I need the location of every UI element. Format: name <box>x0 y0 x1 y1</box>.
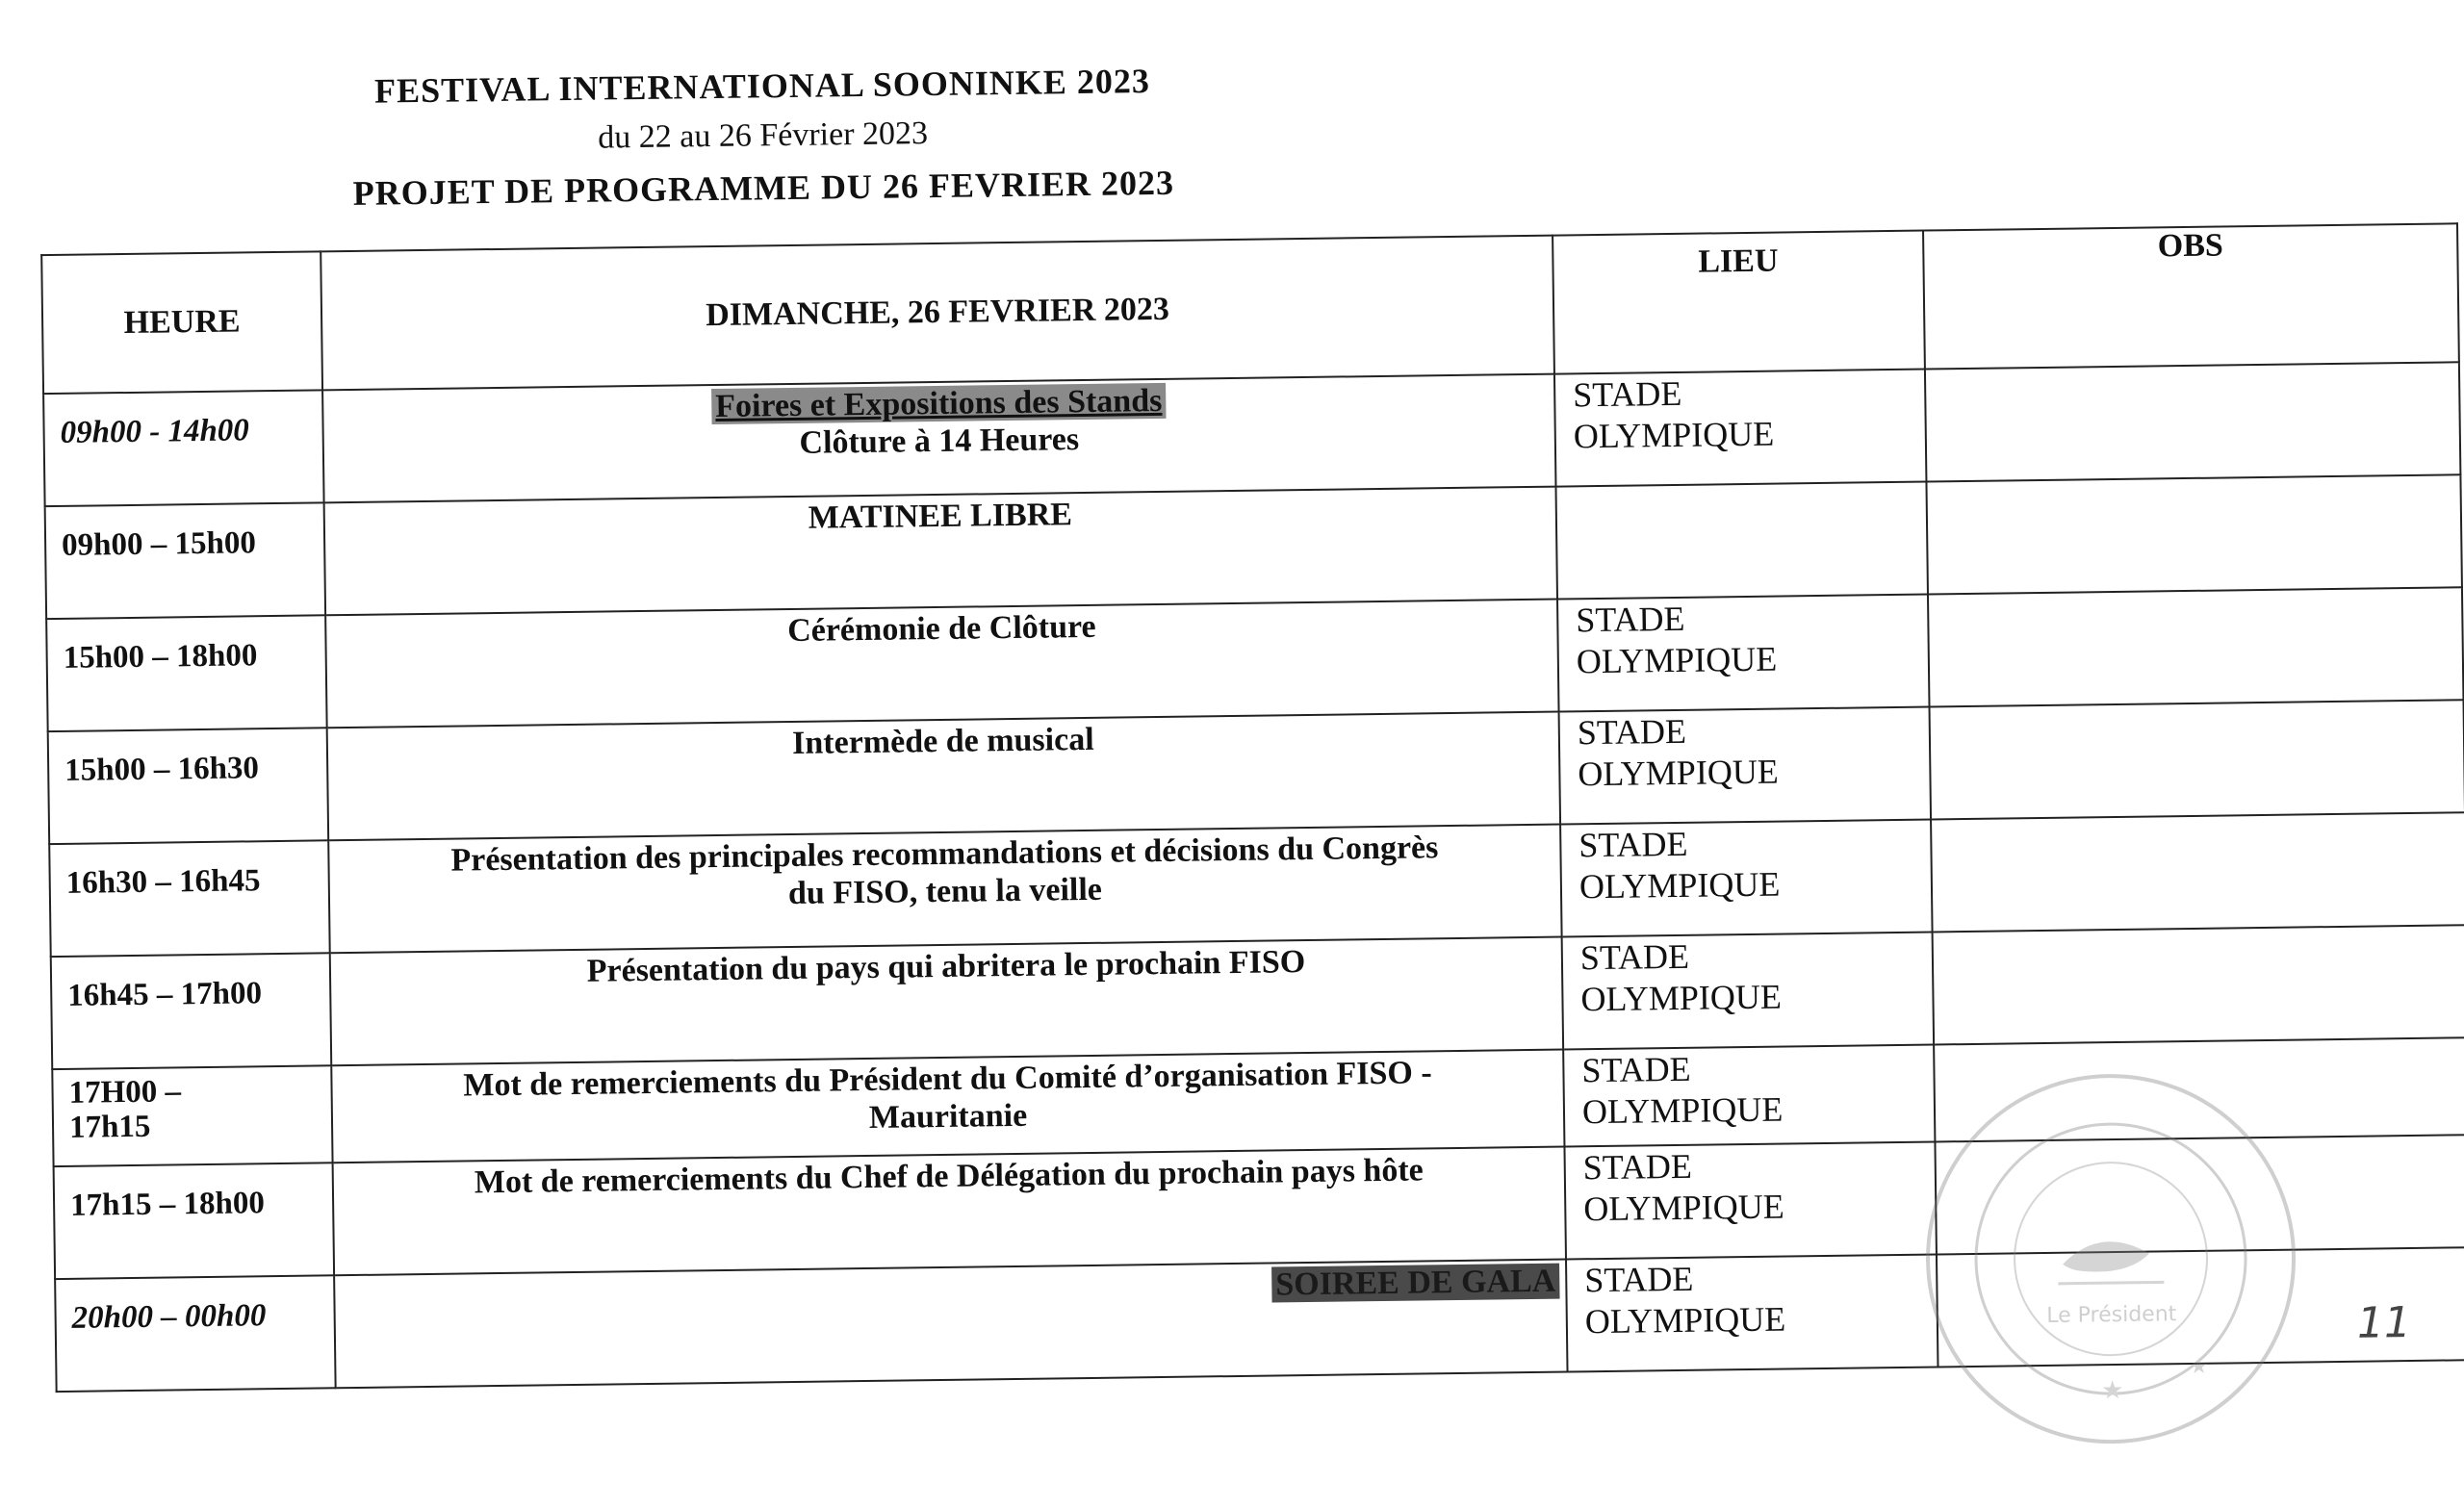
col-header-activity: DIMANCHE, 26 FEVRIER 2023 <box>321 236 1554 391</box>
lieu-line2: OLYMPIQUE <box>1578 864 1781 907</box>
official-stamp <box>1915 1064 2305 1454</box>
activity-line2: Clôture à 14 Heures <box>799 422 1080 461</box>
row-activity <box>334 1260 1567 1389</box>
row-heure: 15h00 – 16h30 <box>48 728 329 844</box>
row-lieu <box>1563 1044 1935 1146</box>
lieu-line2: OLYMPIQUE <box>1578 752 1780 794</box>
row-obs <box>1933 925 2464 1044</box>
row-lieu <box>1555 482 1927 600</box>
row-heure <box>52 1065 332 1166</box>
lieu-line1: STADE <box>1582 1146 1693 1188</box>
row-heure: 16h30 – 16h45 <box>49 840 330 957</box>
row-lieu <box>1564 1141 1936 1259</box>
lieu-line2: OLYMPIQUE <box>1573 414 1775 456</box>
row-lieu <box>1566 1254 1938 1371</box>
highlighted-activity: SOIREE DE GALA <box>1271 1264 1559 1303</box>
stamp-star-icon: ★ <box>2100 1375 2124 1405</box>
row-lieu <box>1554 370 1926 487</box>
festival-title: FESTIVAL INTERNATIONAL SOONINKE 2023 <box>373 62 1151 111</box>
row-activity: Mot de remerciements du Chef de Délégation du prochain pays hôte <box>333 1147 1566 1276</box>
col-header-lieu: LIEU <box>1553 231 1925 374</box>
lieu-line1: STADE <box>1576 599 1685 640</box>
stamp-star-icon: ★ <box>2189 1353 2209 1379</box>
lieu-line2: OLYMPIQUE <box>1580 977 1783 1019</box>
page-number: 11 <box>2356 1298 2412 1348</box>
lieu-line2: OLYMPIQUE <box>1584 1299 1786 1342</box>
row-activity: Présentation du pays qui abritera le prochain FISO <box>330 937 1563 1066</box>
col-header-heure: HEURE <box>41 251 322 394</box>
row-activity: Cérémonie de Clôture <box>325 600 1558 728</box>
row-heure: 09h00 – 15h00 <box>45 502 326 619</box>
row-activity: MATINEE LIBRE <box>324 487 1557 616</box>
row-heure: 20h00 – 00h00 <box>55 1275 336 1392</box>
lieu-line1: STADE <box>1581 1049 1691 1090</box>
row-obs <box>1930 700 2464 819</box>
row-lieu <box>1560 820 1932 937</box>
row-activity: Intermède de musical <box>327 712 1560 841</box>
lieu-line1: STADE <box>1578 824 1688 865</box>
row-obs <box>1926 474 2461 594</box>
activity-line2: Mauritanie <box>868 1097 1028 1137</box>
activity-line1: Mot de remerciements du Président du Comité d’organisation FISO - <box>463 1055 1432 1104</box>
lieu-line2: OLYMPIQUE <box>1583 1187 1784 1229</box>
lieu-line1: STADE <box>1579 936 1690 978</box>
program-title: PROJET DE PROGRAMME DU 26 FEVRIER 2023 <box>352 163 1175 213</box>
lieu-line1: STADE <box>1572 373 1682 415</box>
row-obs <box>1931 812 2464 932</box>
stamp-emblem-icon <box>2063 1241 2149 1272</box>
col-header-obs: OBS <box>1923 223 2459 369</box>
highlighted-activity: Foires et Expositions des Stands <box>711 383 1167 424</box>
row-lieu <box>1557 595 1929 712</box>
row-heure: 17h15 – 18h00 <box>54 1163 335 1279</box>
activity-line1: Présentation des principales recommandations et décisions du Congrès <box>450 830 1439 879</box>
lieu-line1: STADE <box>1584 1259 1694 1300</box>
activity-line2: du FISO, tenu la veille <box>787 871 1103 912</box>
row-heure: 16h45 – 17h00 <box>51 953 332 1069</box>
row-obs <box>1925 362 2460 481</box>
heure-line1: 17H00 – <box>68 1074 182 1111</box>
lieu-line2: OLYMPIQUE <box>1581 1089 1784 1132</box>
row-activity <box>328 825 1561 954</box>
heure-line2: 17h15 <box>68 1110 151 1146</box>
festival-dates: du 22 au 26 Février 2023 <box>598 115 929 156</box>
row-lieu <box>1559 707 1931 825</box>
row-activity <box>322 374 1555 503</box>
row-activity <box>331 1050 1564 1163</box>
lieu-line2: OLYMPIQUE <box>1576 639 1778 681</box>
row-heure: 09h00 - 14h00 <box>43 390 324 506</box>
row-lieu <box>1562 932 1934 1049</box>
row-heure: 15h00 – 18h00 <box>46 615 327 731</box>
stamp-text: Le Président <box>2046 1302 2177 1328</box>
lieu-line1: STADE <box>1577 711 1687 753</box>
row-obs <box>1928 587 2463 706</box>
